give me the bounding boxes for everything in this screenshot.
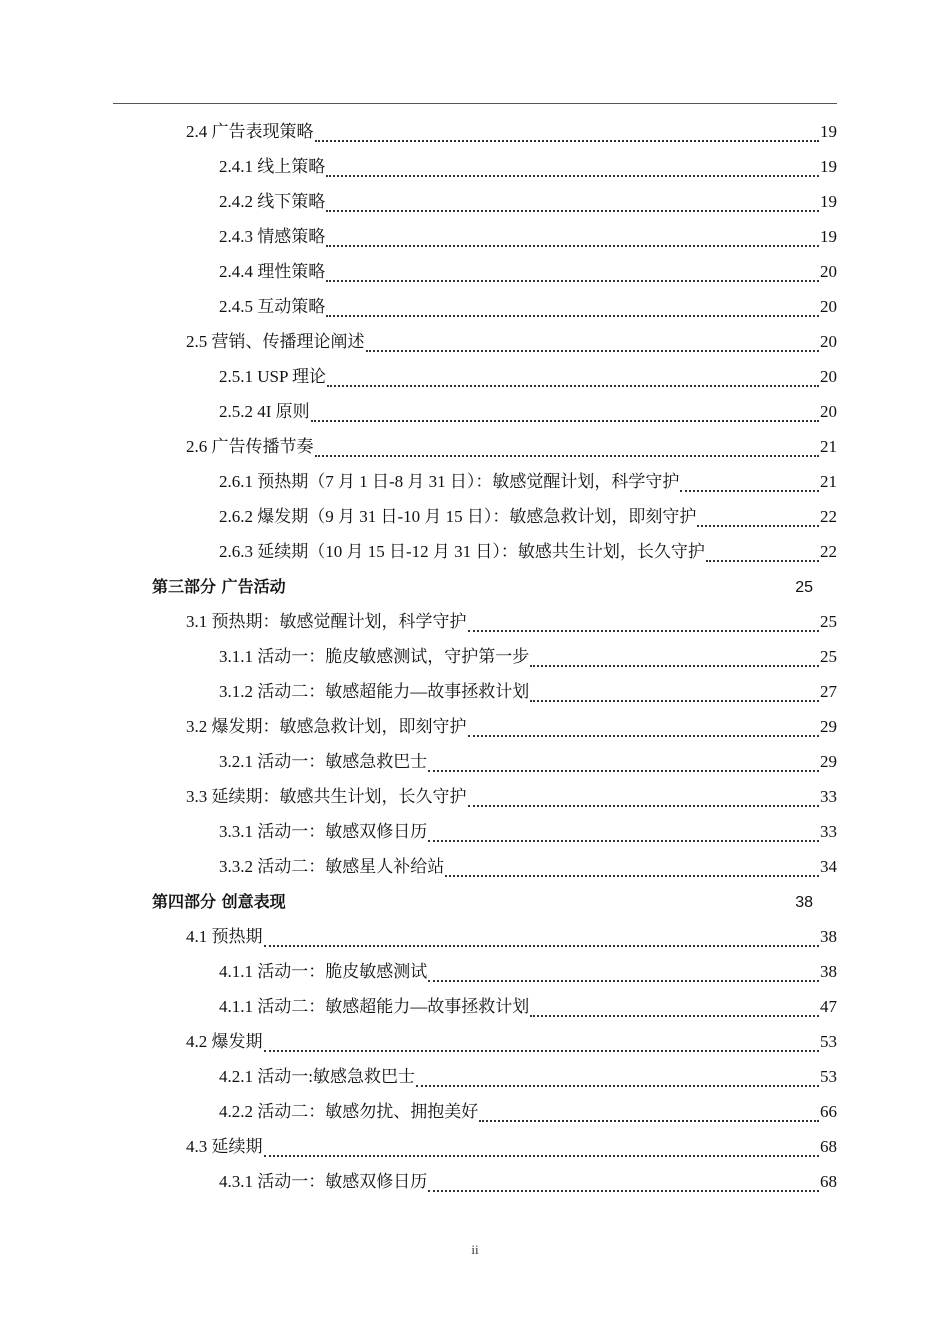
toc-entry[interactable] (219, 1164, 837, 1199)
toc-entry[interactable] (186, 324, 837, 359)
toc-entry-title: 2.4 广告表现策略 (186, 122, 314, 141)
toc-entry-title: 3.3.1 活动一：敏感双修日历 (219, 822, 428, 841)
toc-entry-title: 2.6 广告传播节奏 (186, 437, 314, 456)
toc-entry-title: 3.3.2 活动二：敏感星人补给站 (219, 857, 445, 876)
toc-entry[interactable] (186, 604, 837, 639)
leader-dots (428, 1190, 819, 1192)
toc-entry-page: 20 (820, 262, 837, 281)
toc-entry[interactable] (186, 919, 837, 954)
toc-entry-title: 3.2 爆发期：敏感急救计划，即刻守护 (186, 717, 467, 736)
header-rule (113, 103, 837, 104)
leader-dots (530, 665, 819, 667)
leader-dots (530, 1015, 819, 1017)
toc-entry-page: 33 (820, 822, 837, 841)
toc-entry[interactable] (186, 709, 837, 744)
leader-dots (326, 315, 819, 317)
toc-entry[interactable] (219, 744, 837, 779)
leader-dots (311, 420, 819, 422)
toc-entry-title: 4.1.1 活动一：脆皮敏感测试 (219, 962, 428, 981)
toc-entry-page: 19 (820, 192, 837, 211)
leader-dots (315, 455, 820, 457)
leader-dots (706, 560, 819, 562)
leader-dots (264, 1050, 820, 1052)
toc-entry-title: 2.4.3 情感策略 (219, 227, 326, 246)
toc-entry[interactable] (219, 464, 837, 499)
toc-entry[interactable] (219, 184, 837, 219)
leader-dots (416, 1085, 819, 1087)
toc-entry-title: 4.3.1 活动一：敏感双修日历 (219, 1172, 428, 1191)
toc-entry-title: 4.1.1 活动二：敏感超能力—故事拯救计划 (219, 997, 530, 1016)
toc-entry[interactable] (186, 114, 837, 149)
toc-entry-title: 2.4.4 理性策略 (219, 262, 326, 281)
leader-dots (326, 245, 819, 247)
toc-entry-page: 53 (820, 1032, 837, 1051)
leader-dots (680, 490, 819, 492)
toc-entry-page: 27 (820, 682, 837, 701)
toc-entry-page: 33 (820, 787, 837, 806)
toc-entry[interactable] (186, 429, 837, 464)
toc-entry-title: 2.4.2 线下策略 (219, 192, 326, 211)
toc-entry-title: 2.6.1 预热期（7 月 1 日-8 月 31 日）：敏感觉醒计划，科学守护 (219, 472, 680, 491)
leader-dots (264, 1155, 820, 1157)
toc-entry[interactable] (219, 289, 837, 324)
toc-entry[interactable] (219, 499, 837, 534)
page-number: ii (471, 1242, 479, 1257)
toc-entry[interactable] (219, 1094, 837, 1129)
toc-entry-title: 4.1 预热期 (186, 927, 263, 946)
toc-entry-title: 3.1 预热期：敏感觉醒计划，科学守护 (186, 612, 467, 631)
toc-entry-title: 4.3 延续期 (186, 1137, 263, 1156)
toc-entry-page: 20 (820, 332, 837, 351)
toc-entry-page: 66 (820, 1102, 837, 1121)
toc-entry-title: 2.4.5 互动策略 (219, 297, 326, 316)
toc-entry-page: 21 (820, 437, 837, 456)
leader-dots (326, 280, 819, 282)
toc-part-heading[interactable] (152, 569, 813, 604)
toc-entry-title: 2.6.3 延续期（10 月 15 日-12 月 31 日）：敏感共生计划，长久守护 (219, 542, 705, 561)
toc-entry[interactable] (219, 814, 837, 849)
leader-dots (468, 630, 820, 632)
leader-dots (428, 840, 819, 842)
toc-entry-page: 22 (820, 507, 837, 526)
toc-entry[interactable] (219, 639, 837, 674)
leader-dots (326, 210, 819, 212)
leader-dots (315, 140, 820, 142)
toc-entry-page: 20 (820, 297, 837, 316)
toc-entry[interactable] (186, 1129, 837, 1164)
toc-entry[interactable] (219, 359, 837, 394)
toc-entry[interactable] (219, 394, 837, 429)
leader-dots (468, 805, 820, 807)
toc-entry-page: 25 (820, 647, 837, 666)
toc-entry[interactable] (219, 674, 837, 709)
toc-entry-title: 3.2.1 活动一：敏感急救巴士 (219, 752, 428, 771)
toc-entry-title: 2.6.2 爆发期（9 月 31 日-10 月 15 日）：敏感急救计划，即刻守护 (219, 507, 697, 526)
leader-dots (530, 700, 819, 702)
toc-entry-page: 68 (820, 1172, 837, 1191)
toc-entry-page: 20 (820, 367, 837, 386)
toc-entry-page: 20 (820, 402, 837, 421)
toc-entry-title: 3.1.2 活动二：敏感超能力—故事拯救计划 (219, 682, 530, 701)
toc-entry-page: 29 (820, 752, 837, 771)
toc-entry-page: 68 (820, 1137, 837, 1156)
toc-entry[interactable] (219, 849, 837, 884)
leader-dots (445, 875, 819, 877)
toc-entry-page: 22 (820, 542, 837, 561)
leader-dots (327, 385, 819, 387)
toc-entry-title: 2.5 营销、传播理论阐述 (186, 332, 365, 351)
toc-entry-title: 第三部分 广告活动 (152, 577, 286, 596)
leader-dots (428, 770, 819, 772)
toc-entry[interactable] (219, 149, 837, 184)
toc-entry[interactable] (219, 534, 837, 569)
leader-dots (366, 350, 820, 352)
toc-entry-page: 53 (820, 1067, 837, 1086)
leader-dots (468, 735, 820, 737)
toc-entry[interactable] (219, 954, 837, 989)
toc-entry-title: 4.2 爆发期 (186, 1032, 263, 1051)
toc-entry-page: 47 (820, 997, 837, 1016)
leader-dots (479, 1120, 819, 1122)
toc-entry-page: 38 (820, 962, 837, 981)
toc-entry[interactable] (219, 219, 837, 254)
toc-entry[interactable] (219, 1059, 837, 1094)
leader-dots (264, 945, 820, 947)
toc-entry-page: 19 (820, 227, 837, 246)
toc-entry-page: 19 (820, 122, 837, 141)
toc-entry-page: 38 (795, 894, 813, 911)
toc-entry-page: 29 (820, 717, 837, 736)
toc-entry-page: 38 (820, 927, 837, 946)
toc-entry-title: 3.1.1 活动一：脆皮敏感测试，守护第一步 (219, 647, 530, 666)
toc-entry-page: 25 (795, 579, 813, 596)
leader-dots (697, 525, 819, 527)
toc-entry-page: 19 (820, 157, 837, 176)
toc-entry-title: 2.5.2 4I 原则 (219, 402, 310, 421)
toc-entry-title: 4.2.1 活动一:敏感急救巴士 (219, 1067, 415, 1086)
leader-dots (428, 980, 819, 982)
toc-entry-page: 25 (820, 612, 837, 631)
toc-entry-page: 34 (820, 857, 837, 876)
toc-entry[interactable] (186, 779, 837, 814)
toc-entry-title: 4.2.2 活动二：敏感勿扰、拥抱美好 (219, 1102, 479, 1121)
toc-entry[interactable] (219, 989, 837, 1024)
leader-dots (326, 175, 819, 177)
toc-entry-page: 21 (820, 472, 837, 491)
toc-entry[interactable] (219, 254, 837, 289)
toc-entry-title: 2.5.1 USP 理论 (219, 367, 327, 386)
toc-entry-title: 3.3 延续期：敏感共生计划，长久守护 (186, 787, 467, 806)
toc-part-heading[interactable] (152, 884, 813, 919)
toc-entry-title: 2.4.1 线上策略 (219, 157, 326, 176)
toc-entry[interactable] (186, 1024, 837, 1059)
toc-entry-title: 第四部分 创意表现 (152, 892, 286, 911)
